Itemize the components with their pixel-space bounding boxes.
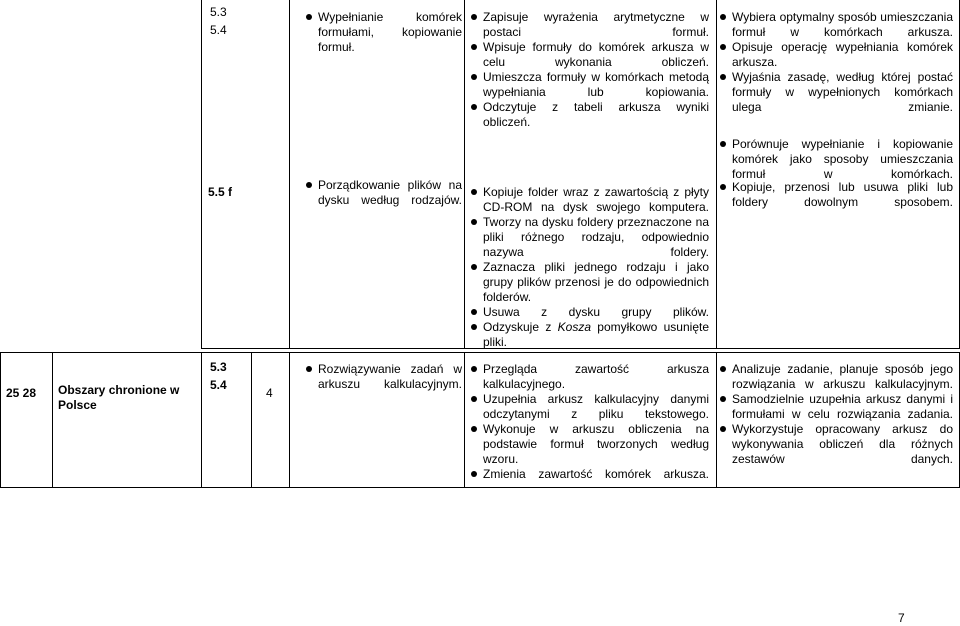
page-number: 7 <box>898 611 905 625</box>
upper-table-col-border-3 <box>464 0 465 349</box>
lower-lessons: 25 28 <box>6 386 37 400</box>
lower-outcome: Analizuje zadanie, planuje sposób jego rozwiązania w arkuszu kalkulacyjnym. <box>732 362 953 391</box>
row-a-outcome-extra <box>716 137 953 182</box>
lower-table-col-border-1 <box>52 352 53 488</box>
lower-outcome: Wykorzystuje opracowany arkusz do wykonywania obliczeń dla różnych zestawów danych. <box>732 422 953 466</box>
upper-table-col-border-2 <box>289 0 290 349</box>
row-b-topic-text: Porządkowanie plików na dysku według rodzajów. <box>318 178 462 207</box>
lower-area: Obszary chronione w Polsce <box>58 383 180 412</box>
row-a-activity: Umieszcza formuły w komórkach metodą wypełniania lub kopiowania. <box>483 70 709 99</box>
lower-section-1: 5.3 <box>210 360 227 374</box>
row-b-topic <box>302 178 462 208</box>
row-a-activity: Odczytuje z tabeli arkusza wyniki obliczeń. <box>483 100 709 129</box>
lower-table-col-border-2 <box>201 352 202 488</box>
row-a-activities <box>467 10 709 130</box>
row-b-activity: Kopiuje folder wraz z zawartością z płyty CD-ROM na dysk swojego komputera. <box>483 185 709 214</box>
row-b-activities <box>467 185 709 350</box>
row-b-outcome: Kopiuje, przenosi lub usuwa pliki lub foldery dowolnym sposobem. <box>732 180 953 209</box>
row-b-outcomes <box>716 180 953 210</box>
row-a-outcome: Wybiera optymalny sposób umieszczania formuł w komórkach arkusza. <box>732 10 953 39</box>
lower-table-col-border-5 <box>464 352 465 488</box>
lower-table-top-border <box>0 352 960 353</box>
row-a-section-1: 5.3 <box>210 5 227 19</box>
row-b-section: 5.5 f <box>208 185 233 199</box>
lower-table-col-border-0 <box>0 352 1 488</box>
row-a-activity: Zapisuje wyrażenia arytmetyczne w postaci formuł. <box>483 10 709 39</box>
lower-table-col-border-4 <box>289 352 290 488</box>
lower-activity: Uzupełnia arkusz kalkulacyjny danymi odczytanymi z pliku tekstowego. <box>483 392 709 421</box>
lower-topic-text: Rozwiązywanie zadań w arkuszu kalkulacyjnym. <box>318 362 462 391</box>
row-a-outcome: Wyjaśnia zasadę, według której postać formuły w wypełnionych komórkach ulega zmianie. <box>732 70 953 114</box>
row-b-activity: Odzyskuje z Kosza pomyłkowo usunięte pliki. <box>483 320 709 349</box>
lower-outcomes <box>716 362 953 467</box>
lower-hours: 4 <box>266 386 273 400</box>
row-a-section-2: 5.4 <box>210 23 227 37</box>
row-a-outcome: Opisuje operację wypełniania komórek arkusza. <box>732 40 953 69</box>
lower-activity: Zmienia zawartość komórek arkusza. <box>483 467 709 481</box>
row-a-activity: Wpisuje formuły do komórek arkusza w celu wykonania obliczeń. <box>483 40 709 69</box>
row-b-activity: Tworzy na dysku foldery przeznaczone na pliki różnego rodzaju, odpowiednio nazywa foldery. <box>483 215 709 259</box>
lower-table-col-border-3 <box>251 352 252 488</box>
row-a-topic-text: Wypełnianie komórek formułami, kopiowanie formuł. <box>318 10 462 54</box>
upper-table-col-border-1 <box>201 0 202 349</box>
lower-sections <box>210 360 227 393</box>
row-a-outcomes <box>716 10 953 115</box>
lower-activity: Przegląda zawartość arkusza kalkulacyjnego. <box>483 362 709 391</box>
lower-topic <box>302 362 462 392</box>
row-b-activity: Usuwa z dysku grupy plików. <box>483 305 709 319</box>
row-a-outcome: Porównuje wypełnianie i kopiowanie komórek jako sposoby umieszczania formuł w komórkach. <box>732 137 953 181</box>
lower-table-bottom-border <box>0 487 960 488</box>
row-a-sections <box>210 5 227 38</box>
lower-outcome: Samodzielnie uzupełnia arkusz danymi i formułami w celu rozwiązania zadania. <box>732 392 953 421</box>
lower-activities <box>467 362 709 482</box>
row-b-activity: Zaznacza pliki jednego rodzaju i jako grupy plików przenosi je do odpowiednich folderów. <box>483 260 709 304</box>
row-a-topic <box>302 10 462 55</box>
lower-section-2: 5.4 <box>210 378 227 392</box>
lower-activity: Wykonuje w arkuszu obliczenia na podstawie formuł tworzonych według wzoru. <box>483 422 709 466</box>
